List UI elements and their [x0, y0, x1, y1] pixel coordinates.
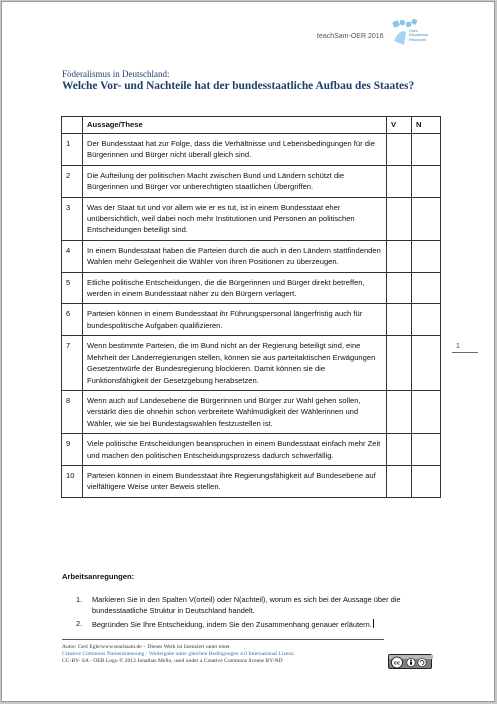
table-row	[62, 165, 441, 197]
task-text: Begründen Sie Ihre Entscheidung, indem Sie den Zusammenhang genauer erläutern.	[92, 619, 372, 629]
table-row	[62, 390, 441, 433]
nachteil-cell[interactable]	[412, 304, 441, 336]
row-number: 9	[62, 434, 83, 466]
vorteil-cell[interactable]	[387, 336, 412, 391]
license-link[interactable]: Creative Commons Namensnennung - Weitergabe unter gleichen Bedingungen 4.0 International Lizenz.	[62, 651, 295, 658]
row-statement: Wenn bestimmte Parteien, die im Bund nicht an der Regierung beteiligt sind, eine Mehrheit der Länderregierungen stellen, können sie aus parteitaktischen Erwägungen Gesetzentwürfe der Bundesregierung blockieren. Damit können sie die Funktionsfähigkeit der Gesetzgebung herabsetzen.	[83, 336, 387, 391]
cc-by-sa-badge-icon[interactable]	[388, 654, 432, 669]
row-number: 6	[62, 304, 83, 336]
table-row	[62, 434, 441, 466]
nachteil-cell[interactable]	[412, 197, 441, 240]
task-text: Markieren Sie in den Spalten V(orteil) oder N(achteil), worum es sich bei der Aussage über die bundesstaatliche Struktur in Deutschland handelt.	[92, 595, 401, 615]
footer-divider	[62, 639, 384, 640]
row-statement: Die Aufteilung der politischen Macht zwischen Bund und Ländern schützt die Bürgerinnen und Bürger vor unberechtigten staatlichen Übergriffen.	[83, 165, 387, 197]
task-number: 2.	[76, 618, 83, 628]
vorteil-cell[interactable]	[387, 434, 412, 466]
row-number: 5	[62, 272, 83, 304]
table-row	[62, 304, 441, 336]
nachteil-cell[interactable]	[412, 240, 441, 272]
vorteil-cell[interactable]	[387, 304, 412, 336]
table-row	[62, 240, 441, 272]
row-number: 2	[62, 165, 83, 197]
row-number: 10	[62, 465, 83, 497]
nachteil-cell[interactable]	[412, 134, 441, 166]
theses-table	[61, 116, 441, 498]
logo-text	[409, 29, 428, 42]
row-statement: Viele politische Entscheidungen beanspruchen in einem Bundesstaat einfach mehr Zeit und machen den politischen Entscheidungsprozess dadurch schwerfällig.	[83, 434, 387, 466]
vorteil-cell[interactable]	[387, 240, 412, 272]
column-header-nachteil: N	[412, 117, 441, 134]
nachteil-cell[interactable]	[412, 165, 441, 197]
nachteil-cell[interactable]	[412, 465, 441, 497]
row-number: 1	[62, 134, 83, 166]
text-cursor	[373, 619, 374, 628]
task-number: 1.	[76, 595, 83, 604]
vorteil-cell[interactable]	[387, 272, 412, 304]
row-number: 3	[62, 197, 83, 240]
vorteil-cell[interactable]	[387, 165, 412, 197]
svg-text:cc: cc	[394, 660, 400, 667]
column-header-vorteil: V	[387, 117, 412, 134]
nachteil-cell[interactable]	[412, 434, 441, 466]
table-row	[62, 197, 441, 240]
task-item	[76, 619, 416, 631]
vorteil-cell[interactable]	[387, 465, 412, 497]
row-statement: Wenn auch auf Landesebene die Bürgerinnen und Bürger zur Wahl gehen sollen, verstärkt dies die ohnehin schon verbreitete Wahlmüdigkeit der Wählerinnen und Wähler, wie sie bei Bundestagswahlen festzustellen ist.	[83, 390, 387, 433]
logo-line: Open	[409, 29, 418, 33]
table-row	[62, 272, 441, 304]
tasks-list	[76, 595, 416, 632]
nachteil-cell[interactable]	[412, 272, 441, 304]
page-number-divider	[452, 352, 478, 353]
document-title: Welche Vor- und Nachteile hat der bundesstaatliche Aufbau des Staates?	[62, 80, 415, 92]
vorteil-cell[interactable]	[387, 197, 412, 240]
row-number: 7	[62, 336, 83, 391]
row-statement: Parteien können in einem Bundesstaat ihre Regierungsfähigkeit auf Bundesebene auf vielfältigere Weise unter Beweis stellen.	[83, 465, 387, 497]
vorteil-cell[interactable]	[387, 390, 412, 433]
row-statement: Parteien können in einem Bundesstaat ihr Führungspersonal längerfristig auch für bundespolitische Aufgaben qualifizieren.	[83, 304, 387, 336]
vorteil-cell[interactable]	[387, 134, 412, 166]
row-statement: Der Bundesstaat hat zur Folge, dass die Verhältnisse und Lebensbedingungen für die Bürgerinnen und Bürger nicht überall gleich sind.	[83, 134, 387, 166]
row-statement: In einem Bundesstaat haben die Parteien durch die auch in den Ländern stattfindenden Wahlen mehr Gelegenheit die Wähler von ihren Positionen zu überzeugen.	[83, 240, 387, 272]
tasks-heading: Arbeitsanregungen:	[62, 572, 135, 581]
footer-author-line: Autor: Gert Egle/www.teachsam.de – Dieses Werk ist lizenziert unter einer	[62, 644, 230, 650]
nachteil-cell[interactable]	[412, 390, 441, 433]
row-statement: Etliche politische Entscheidungen, die die Bürgerinnen und Bürger direkt betreffen, werden in einem Bundesstaat näher zu den Bürgern verlagert.	[83, 272, 387, 304]
brand-label: teachSam-OER 2016	[317, 33, 384, 40]
task-item	[76, 595, 416, 617]
nachteil-cell[interactable]	[412, 336, 441, 391]
row-number: 8	[62, 390, 83, 433]
column-header-statement: Aussage/These	[83, 117, 387, 134]
footer-credit-line: CC-BY- SA - OER Logo © 2012 Jonathas Mello, used under a Creative Commons license BY-ND	[62, 658, 283, 665]
logo-line: Educational	[409, 33, 428, 38]
table-row	[62, 336, 441, 391]
table-header-row	[62, 117, 441, 134]
row-number: 4	[62, 240, 83, 272]
table-row	[62, 134, 441, 166]
document-page	[1, 1, 495, 702]
page-number: 1	[456, 343, 460, 350]
column-header-number	[62, 117, 83, 134]
document-subtitle: Föderalismus in Deutschland:	[62, 69, 170, 79]
footer	[62, 644, 392, 666]
logo-line: Resources	[409, 37, 427, 42]
table-row	[62, 465, 441, 497]
row-statement: Was der Staat tut und vor allem wie er es tut, ist in einem Bundesstaat eher unübersichtlich, weil dabei noch mehr Institutionen und Personen an politischen Entscheidungen beteiligt sind.	[83, 197, 387, 240]
